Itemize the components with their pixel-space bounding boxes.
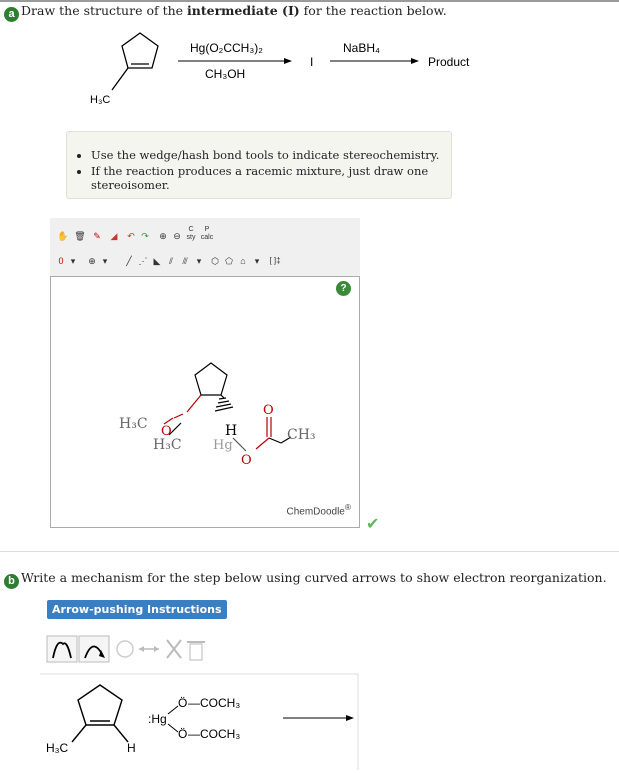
coch3-top: —COCH₃	[188, 696, 241, 710]
hand-tool-icon[interactable]: ✋	[57, 231, 69, 241]
calc-tool[interactable]	[200, 226, 214, 240]
atom-label-h3c-top: H₃C	[119, 416, 148, 432]
undo-icon[interactable]: ↶	[127, 231, 135, 241]
prompt-text-bold: intermediate (I)	[187, 3, 300, 18]
correct-check-icon: ✔	[366, 514, 380, 533]
wedge-bond-icon[interactable]: ◣	[153, 256, 161, 266]
oxygen-top: Ö	[178, 696, 188, 710]
clear-tool-icon[interactable]: 🗑	[74, 231, 86, 241]
mercury-label: :Hg	[148, 712, 167, 726]
zoom-out-icon[interactable]: ⊖	[173, 231, 181, 241]
part-b-prompt	[4, 570, 607, 589]
style-tool-sty: sty	[186, 234, 196, 241]
drawn-structure	[51, 277, 361, 529]
double-bond-icon[interactable]: ⫽	[168, 256, 173, 266]
calc-tool-p: P	[204, 226, 210, 233]
part-b-prompt-text: Write a mechanism for the step below using curved arrows to show electron reorganization.	[21, 570, 607, 585]
triple-bond-icon[interactable]: ⫻	[182, 256, 188, 266]
brand-mark: ®	[344, 501, 351, 512]
oxygen-bottom: Ö	[178, 727, 188, 741]
arrow-pushing-instructions-button[interactable]: Arrow-pushing Instructions	[47, 600, 227, 619]
reagent1-top: Hg(O₂CCH₃)₂	[190, 41, 263, 55]
part-b-badge: b	[4, 574, 19, 589]
chemdoodle-brand	[286, 502, 351, 517]
arrow-tools	[45, 630, 215, 666]
coch3-bottom: —COCH₃	[188, 727, 241, 741]
atom-label-h3c-bottom: H₃C	[153, 437, 182, 453]
reaction-scheme-a	[0, 0, 619, 130]
hash-bond-icon[interactable]: ⋰	[138, 256, 148, 266]
reagent1-bottom: CH₃OH	[205, 67, 246, 81]
style-tool[interactable]	[184, 226, 198, 240]
hydrogen-label-b: H	[127, 741, 136, 755]
calc-tool-calc: calc	[200, 234, 214, 241]
brand-text: ChemDoodle	[286, 506, 345, 517]
zoom-in-icon[interactable]: ⊕	[159, 231, 167, 241]
drawing-canvas[interactable]	[50, 276, 360, 528]
part-a-badge: a	[4, 7, 19, 22]
atom-label-h: H	[225, 423, 238, 439]
style-tool-c: C	[188, 226, 194, 233]
help-icon[interactable]: ?	[336, 281, 351, 296]
atom-label-o-acetate: O	[241, 453, 252, 468]
single-bond-icon[interactable]: ╱	[126, 256, 132, 266]
methyl-label: H₃C	[90, 94, 111, 106]
instructions-list	[67, 148, 451, 192]
curved-arrow-double-icon[interactable]	[47, 636, 77, 662]
atom-label-o-carbonyl: O	[263, 403, 274, 418]
atom-label-hg: Hg	[213, 438, 233, 453]
eraser-tool-icon[interactable]: ✎	[93, 231, 101, 241]
reaction-arrow-2	[330, 58, 419, 64]
redo-icon[interactable]: ↷	[141, 231, 149, 241]
lone-pair-tool[interactable]: [ ]‡	[269, 256, 281, 265]
chemdoodle-editor	[50, 218, 360, 528]
chevron-down-icon[interactable]: ▾	[196, 256, 202, 266]
intermediate-label: I	[310, 55, 314, 69]
reaction-arrow-b	[283, 715, 354, 721]
atom-label-ch3: CH₃	[287, 427, 316, 443]
section-divider	[0, 551, 619, 552]
plus-charge-tool[interactable]: ⊕	[88, 256, 96, 266]
benzene-icon[interactable]: ⌂	[240, 256, 246, 266]
instruction-item: • Use the wedge/hash bond tools to indicate stereochemistry.	[91, 148, 451, 162]
prompt-text-pre: Draw the structure of the	[21, 3, 188, 18]
chevron-down-icon[interactable]: ▾	[70, 256, 76, 266]
chevron-down-icon[interactable]: ▾	[254, 256, 260, 266]
charge-tool[interactable]: 0	[58, 256, 64, 266]
atom-label-o-left: O	[161, 424, 172, 439]
curved-arrow-single-icon[interactable]	[79, 636, 109, 662]
lasso-tool-icon[interactable]: ◢	[110, 231, 118, 241]
reaction-arrow-1	[178, 58, 292, 64]
methyl-label-b: H₃C	[46, 741, 69, 755]
mechanism-canvas-border	[40, 674, 358, 770]
chevron-down-icon[interactable]: ▾	[102, 256, 108, 266]
prompt-text-post: for the reaction below.	[299, 3, 447, 18]
instructions-box	[66, 131, 452, 199]
cyclopentene-molecule-b	[72, 685, 128, 742]
hg-o-bond-top	[168, 706, 178, 714]
cyclohexane-icon[interactable]: ⬡	[211, 256, 219, 266]
cyclopentene-molecule	[112, 33, 158, 90]
instruction-item: • If the reaction produces a racemic mixture, just draw one stereoisomer.	[91, 164, 451, 192]
mechanism-scheme-b	[0, 670, 619, 773]
reagent2-top: NaBH₄	[343, 41, 380, 55]
product-label: Product	[428, 55, 470, 69]
hg-o-bond-bottom	[168, 724, 178, 732]
cyclopentane-icon[interactable]: ⬠	[225, 256, 233, 266]
